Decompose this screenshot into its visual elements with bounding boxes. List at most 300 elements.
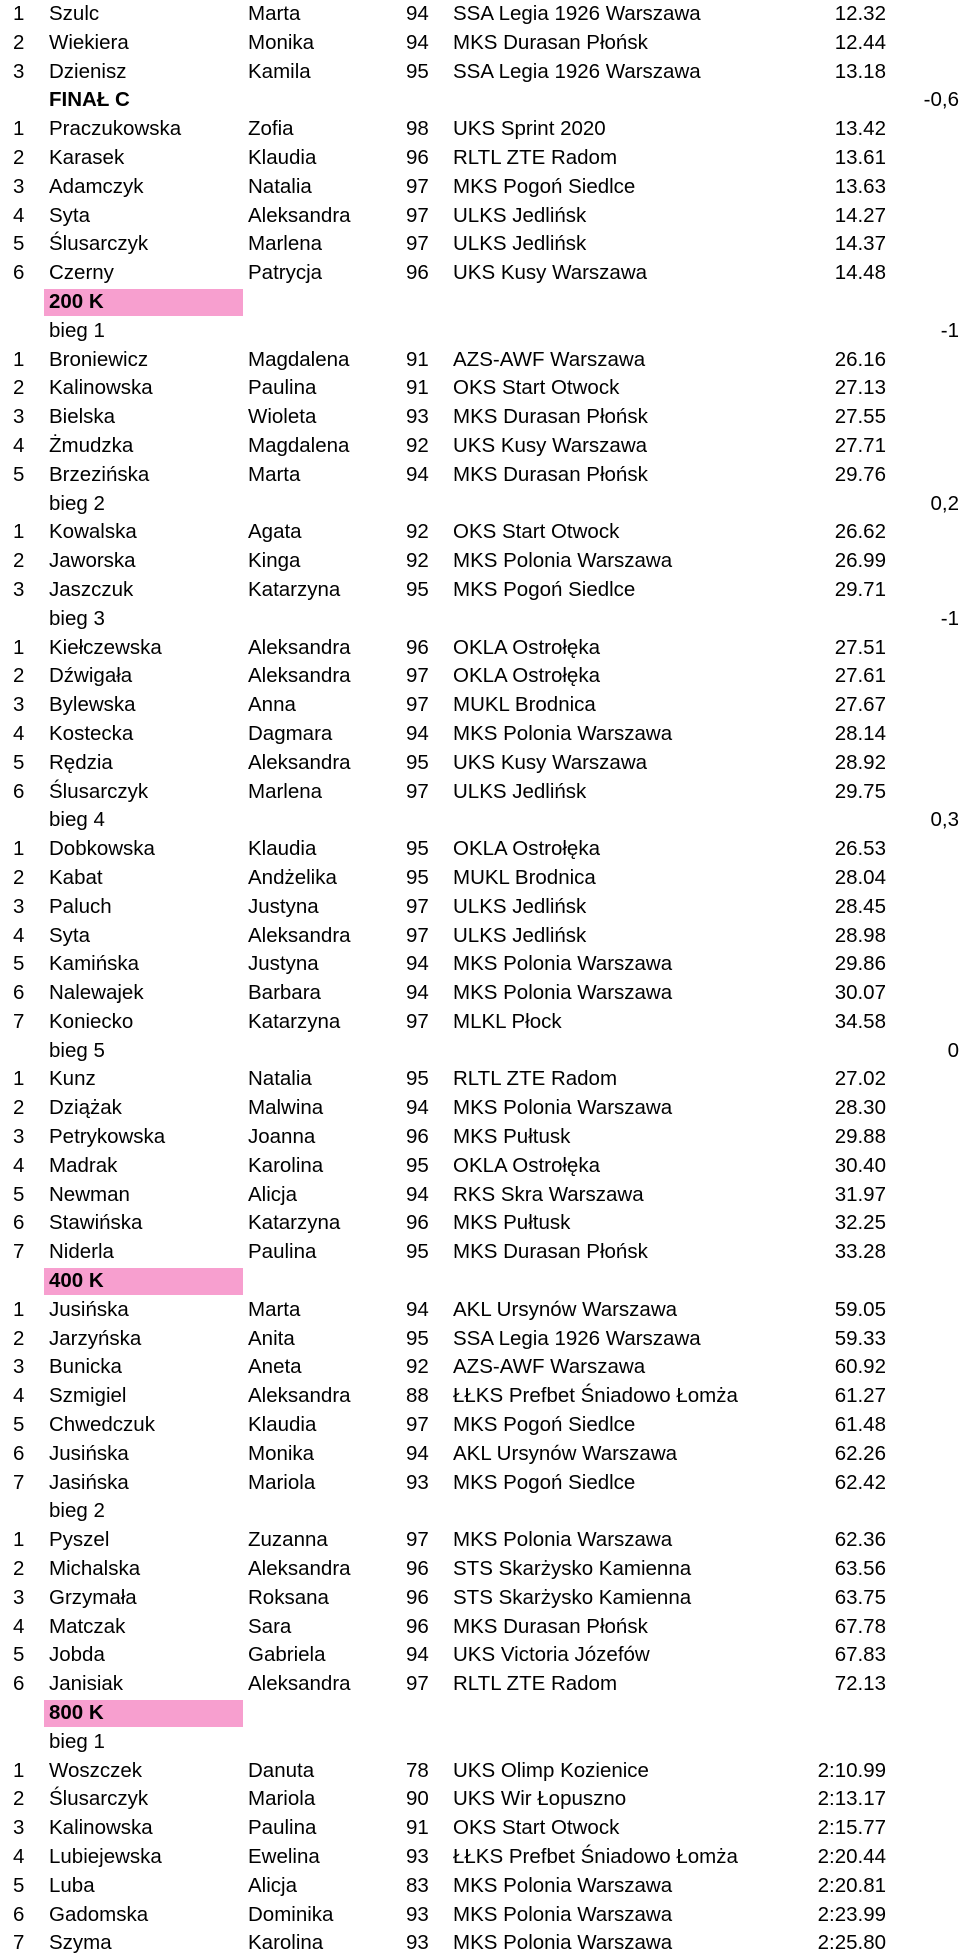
last-name-cell: Praczukowska bbox=[49, 117, 182, 141]
final-title: FINAŁ C bbox=[49, 88, 130, 112]
club-cell: OKLA Ostrołęka bbox=[453, 635, 600, 659]
club-cell: UKS Sprint 2020 bbox=[453, 117, 606, 141]
birth-year-cell: 97 bbox=[406, 693, 429, 717]
event-header-row bbox=[0, 1267, 960, 1296]
time-cell: 2:13.17 bbox=[817, 1787, 886, 1811]
last-name-cell: Szmigiel bbox=[49, 1384, 127, 1408]
place-cell: 5 bbox=[13, 1873, 25, 1897]
birth-year-cell: 95 bbox=[406, 1067, 429, 1091]
birth-year-cell: 98 bbox=[406, 117, 429, 141]
club-cell: UKS Victoria Józefów bbox=[453, 1643, 650, 1667]
birth-year-cell: 97 bbox=[406, 1413, 429, 1437]
time-cell: 27.51 bbox=[834, 635, 886, 659]
place-cell: 5 bbox=[13, 1182, 25, 1206]
first-name-cell: Dagmara bbox=[248, 721, 333, 745]
place-cell: 2 bbox=[13, 376, 25, 400]
result-row bbox=[0, 893, 960, 922]
birth-year-cell: 95 bbox=[406, 1240, 429, 1264]
wind-cell: -1 bbox=[940, 606, 959, 630]
last-name-cell: Kalinowska bbox=[49, 376, 153, 400]
first-name-cell: Justyna bbox=[248, 894, 319, 918]
last-name-cell: Lubiejewska bbox=[49, 1845, 162, 1868]
club-cell: MKS Polonia Warszawa bbox=[453, 981, 673, 1005]
result-row bbox=[0, 1181, 960, 1210]
club-cell: AKL Ursynów Warszawa bbox=[453, 1297, 678, 1321]
time-cell: 2:23.99 bbox=[817, 1902, 886, 1926]
club-cell: RLTL ZTE Radom bbox=[453, 1672, 618, 1696]
last-name-cell: Adamczyk bbox=[49, 174, 144, 198]
result-row bbox=[0, 1209, 960, 1238]
place-cell: 2 bbox=[13, 1326, 25, 1350]
first-name-cell: Monika bbox=[248, 30, 315, 54]
place-cell: 2 bbox=[13, 1787, 25, 1811]
result-row bbox=[0, 259, 960, 288]
club-cell: ULKS Jedlińsk bbox=[453, 232, 587, 256]
birth-year-cell: 95 bbox=[406, 1326, 429, 1350]
time-cell: 28.14 bbox=[834, 721, 886, 745]
place-cell: 1 bbox=[13, 1528, 25, 1552]
birth-year-cell: 97 bbox=[406, 779, 429, 803]
place-cell: 5 bbox=[13, 1643, 25, 1667]
last-name-cell: Syta bbox=[49, 203, 91, 227]
club-cell: RKS Skra Warszawa bbox=[453, 1182, 644, 1206]
club-cell: RLTL ZTE Radom bbox=[453, 1067, 618, 1091]
time-cell: 13.42 bbox=[834, 117, 886, 141]
place-cell: 3 bbox=[13, 1125, 25, 1149]
result-row bbox=[0, 950, 960, 979]
result-row bbox=[0, 1152, 960, 1181]
club-cell: MKS Pogoń Siedlce bbox=[453, 577, 636, 601]
place-cell: 3 bbox=[13, 405, 25, 429]
wind-cell: 0,3 bbox=[930, 808, 959, 832]
place-cell: 6 bbox=[13, 1211, 25, 1235]
last-name-cell: Kunz bbox=[49, 1067, 96, 1091]
birth-year-cell: 97 bbox=[406, 1009, 429, 1033]
place-cell: 2 bbox=[13, 664, 25, 688]
place-cell: 4 bbox=[13, 1614, 25, 1638]
club-cell: SSA Legia 1926 Warszawa bbox=[453, 2, 701, 25]
result-row bbox=[0, 1440, 960, 1469]
place-cell: 6 bbox=[13, 1441, 25, 1465]
result-row bbox=[0, 518, 960, 547]
place-cell: 1 bbox=[13, 117, 25, 141]
first-name-cell: Zofia bbox=[248, 117, 294, 141]
time-cell: 32.25 bbox=[834, 1211, 886, 1235]
place-cell: 7 bbox=[13, 1009, 25, 1033]
birth-year-cell: 94 bbox=[406, 462, 429, 486]
last-name-cell: Grzymała bbox=[49, 1585, 137, 1609]
birth-year-cell: 92 bbox=[406, 520, 429, 544]
result-row bbox=[0, 1382, 960, 1411]
last-name-cell: Ślusarczyk bbox=[49, 1787, 149, 1811]
birth-year-cell: 96 bbox=[406, 261, 429, 285]
club-cell: MKS Polonia Warszawa bbox=[453, 721, 673, 745]
heat-title: bieg 1 bbox=[49, 1729, 105, 1753]
last-name-cell: Koniecko bbox=[49, 1009, 134, 1033]
birth-year-cell: 95 bbox=[406, 837, 429, 861]
result-row bbox=[0, 1325, 960, 1354]
first-name-cell: Alicja bbox=[248, 1873, 297, 1897]
result-row bbox=[0, 634, 960, 663]
club-cell: MKS Polonia Warszawa bbox=[453, 1873, 673, 1897]
place-cell: 4 bbox=[13, 721, 25, 745]
heat-header-row bbox=[0, 317, 960, 346]
club-cell: MKS Polonia Warszawa bbox=[453, 1931, 673, 1955]
time-cell: 28.04 bbox=[834, 865, 886, 889]
event-header-row bbox=[0, 288, 960, 317]
last-name-cell: Ślusarczyk bbox=[49, 232, 149, 256]
birth-year-cell: 90 bbox=[406, 1787, 429, 1811]
club-cell: OKS Start Otwock bbox=[453, 376, 620, 400]
first-name-cell: Mariola bbox=[248, 1470, 316, 1494]
place-cell: 2 bbox=[13, 549, 25, 573]
time-cell: 12.32 bbox=[834, 2, 886, 25]
first-name-cell: Aleksandra bbox=[248, 1384, 351, 1408]
time-cell: 14.37 bbox=[834, 232, 886, 256]
birth-year-cell: 96 bbox=[406, 1614, 429, 1638]
time-cell: 13.63 bbox=[834, 174, 886, 198]
time-cell: 13.18 bbox=[834, 59, 886, 83]
last-name-cell: Chwedczuk bbox=[49, 1413, 155, 1437]
time-cell: 14.27 bbox=[834, 203, 886, 227]
last-name-cell: Jarzyńska bbox=[49, 1326, 142, 1350]
club-cell: MKS Pogoń Siedlce bbox=[453, 1470, 636, 1494]
first-name-cell: Justyna bbox=[248, 952, 319, 976]
first-name-cell: Danuta bbox=[248, 1758, 315, 1782]
first-name-cell: Magdalena bbox=[248, 433, 350, 457]
time-cell: 63.56 bbox=[834, 1557, 886, 1581]
place-cell: 4 bbox=[13, 203, 25, 227]
place-cell: 1 bbox=[13, 837, 25, 861]
last-name-cell: Bielska bbox=[49, 405, 116, 429]
place-cell: 2 bbox=[13, 30, 25, 54]
club-cell: MLKL Płock bbox=[453, 1009, 562, 1033]
place-cell: 3 bbox=[13, 1585, 25, 1609]
first-name-cell: Anita bbox=[248, 1326, 295, 1350]
club-cell: MKS Polonia Warszawa bbox=[453, 549, 673, 573]
place-cell: 5 bbox=[13, 750, 25, 774]
first-name-cell: Malwina bbox=[248, 1096, 324, 1120]
time-cell: 29.86 bbox=[834, 952, 886, 976]
last-name-cell: Szyma bbox=[49, 1931, 112, 1955]
first-name-cell: Kamila bbox=[248, 59, 311, 83]
place-cell: 3 bbox=[13, 59, 25, 83]
last-name-cell: Kiełczewska bbox=[49, 635, 162, 659]
last-name-cell: Jusińska bbox=[49, 1297, 129, 1321]
last-name-cell: Syta bbox=[49, 923, 91, 947]
birth-year-cell: 94 bbox=[406, 1441, 429, 1465]
result-row bbox=[0, 1670, 960, 1699]
result-row bbox=[0, 1008, 960, 1037]
last-name-cell: Ślusarczyk bbox=[49, 779, 149, 803]
place-cell: 2 bbox=[13, 1096, 25, 1120]
club-cell: OKLA Ostrołęka bbox=[453, 1153, 600, 1177]
birth-year-cell: 96 bbox=[406, 635, 429, 659]
birth-year-cell: 96 bbox=[406, 1211, 429, 1235]
club-cell: RLTL ZTE Radom bbox=[453, 145, 618, 169]
club-cell: MKS Polonia Warszawa bbox=[453, 1528, 673, 1552]
wind-cell: 0,2 bbox=[930, 491, 959, 515]
last-name-cell: Rędzia bbox=[49, 750, 113, 774]
last-name-cell: Kalinowska bbox=[49, 1816, 153, 1840]
place-cell: 7 bbox=[13, 1470, 25, 1494]
place-cell: 4 bbox=[13, 1384, 25, 1408]
first-name-cell: Aleksandra bbox=[248, 203, 351, 227]
result-row bbox=[0, 1469, 960, 1498]
time-cell: 27.55 bbox=[834, 405, 886, 429]
first-name-cell: Agata bbox=[248, 520, 302, 544]
time-cell: 2:15.77 bbox=[817, 1816, 886, 1840]
result-row bbox=[0, 720, 960, 749]
club-cell: MUKL Brodnica bbox=[453, 865, 596, 889]
birth-year-cell: 88 bbox=[406, 1384, 429, 1408]
time-cell: 72.13 bbox=[834, 1672, 886, 1696]
first-name-cell: Barbara bbox=[248, 981, 321, 1005]
last-name-cell: Dźwigała bbox=[49, 664, 133, 688]
result-row bbox=[0, 1814, 960, 1843]
first-name-cell: Paulina bbox=[248, 376, 317, 400]
birth-year-cell: 95 bbox=[406, 865, 429, 889]
place-cell: 3 bbox=[13, 894, 25, 918]
last-name-cell: Madrak bbox=[49, 1153, 118, 1177]
result-row bbox=[0, 173, 960, 202]
result-row bbox=[0, 864, 960, 893]
result-row bbox=[0, 1641, 960, 1670]
time-cell: 2:25.80 bbox=[817, 1931, 886, 1955]
heat-header-row bbox=[0, 1728, 960, 1757]
place-cell: 6 bbox=[13, 261, 25, 285]
heat-title: bieg 3 bbox=[49, 606, 105, 630]
birth-year-cell: 94 bbox=[406, 1182, 429, 1206]
place-cell: 3 bbox=[13, 693, 25, 717]
first-name-cell: Paulina bbox=[248, 1816, 317, 1840]
last-name-cell: Petrykowska bbox=[49, 1125, 166, 1149]
result-row bbox=[0, 29, 960, 58]
last-name-cell: Gadomska bbox=[49, 1902, 149, 1926]
first-name-cell: Katarzyna bbox=[248, 577, 341, 601]
result-row bbox=[0, 691, 960, 720]
time-cell: 67.78 bbox=[834, 1614, 886, 1638]
last-name-cell: Dzienisz bbox=[49, 59, 127, 83]
last-name-cell: Kabat bbox=[49, 865, 103, 889]
event-header-row bbox=[0, 1699, 960, 1728]
last-name-cell: Kostecka bbox=[49, 721, 134, 745]
result-row bbox=[0, 1065, 960, 1094]
first-name-cell: Kinga bbox=[248, 549, 301, 573]
result-row bbox=[0, 576, 960, 605]
club-cell: ŁŁKS Prefbet Śniadowo Łomża bbox=[453, 1845, 738, 1868]
club-cell: OKS Start Otwock bbox=[453, 520, 620, 544]
birth-year-cell: 95 bbox=[406, 59, 429, 83]
result-row bbox=[0, 1584, 960, 1613]
birth-year-cell: 94 bbox=[406, 981, 429, 1005]
final-header-row bbox=[0, 86, 960, 115]
last-name-cell: Nalewajek bbox=[49, 981, 144, 1005]
last-name-cell: Niderla bbox=[49, 1240, 114, 1264]
first-name-cell: Marta bbox=[248, 462, 301, 486]
place-cell: 1 bbox=[13, 1758, 25, 1782]
result-row bbox=[0, 1901, 960, 1930]
result-row bbox=[0, 1843, 960, 1872]
birth-year-cell: 96 bbox=[406, 1585, 429, 1609]
place-cell: 1 bbox=[13, 347, 25, 371]
place-cell: 7 bbox=[13, 1240, 25, 1264]
result-row bbox=[0, 115, 960, 144]
club-cell: ULKS Jedlińsk bbox=[453, 779, 587, 803]
club-cell: MKS Durasan Płońsk bbox=[453, 462, 648, 486]
club-cell: OKS Start Otwock bbox=[453, 1816, 620, 1840]
heat-title: bieg 1 bbox=[49, 318, 105, 342]
time-cell: 34.58 bbox=[834, 1009, 886, 1033]
time-cell: 27.71 bbox=[834, 433, 886, 457]
result-row bbox=[0, 1613, 960, 1642]
first-name-cell: Marlena bbox=[248, 779, 323, 803]
last-name-cell: Stawińska bbox=[49, 1211, 143, 1235]
time-cell: 62.36 bbox=[834, 1528, 886, 1552]
time-cell: 28.45 bbox=[834, 894, 886, 918]
first-name-cell: Natalia bbox=[248, 1067, 312, 1091]
club-cell: MKS Polonia Warszawa bbox=[453, 1096, 673, 1120]
club-cell: AZS-AWF Warszawa bbox=[453, 1355, 646, 1379]
birth-year-cell: 95 bbox=[406, 750, 429, 774]
first-name-cell: Joanna bbox=[248, 1125, 316, 1149]
birth-year-cell: 97 bbox=[406, 1528, 429, 1552]
time-cell: 13.61 bbox=[834, 145, 886, 169]
wind-cell: -1 bbox=[940, 318, 959, 342]
birth-year-cell: 94 bbox=[406, 30, 429, 54]
result-row bbox=[0, 749, 960, 778]
place-cell: 6 bbox=[13, 981, 25, 1005]
first-name-cell: Magdalena bbox=[248, 347, 350, 371]
first-name-cell: Katarzyna bbox=[248, 1009, 341, 1033]
result-row bbox=[0, 58, 960, 87]
place-cell: 1 bbox=[13, 635, 25, 659]
time-cell: 26.16 bbox=[834, 347, 886, 371]
result-row bbox=[0, 144, 960, 173]
time-cell: 28.30 bbox=[834, 1096, 886, 1120]
result-row bbox=[0, 1411, 960, 1440]
club-cell: UKS Kusy Warszawa bbox=[453, 261, 648, 285]
result-row bbox=[0, 374, 960, 403]
birth-year-cell: 97 bbox=[406, 232, 429, 256]
place-cell: 1 bbox=[13, 1067, 25, 1091]
result-row bbox=[0, 432, 960, 461]
place-cell: 5 bbox=[13, 232, 25, 256]
time-cell: 29.75 bbox=[834, 779, 886, 803]
time-cell: 28.92 bbox=[834, 750, 886, 774]
time-cell: 33.28 bbox=[834, 1240, 886, 1264]
club-cell: MKS Durasan Płońsk bbox=[453, 30, 648, 54]
club-cell: MKS Pułtusk bbox=[453, 1211, 571, 1235]
club-cell: SSA Legia 1926 Warszawa bbox=[453, 1326, 701, 1350]
result-row bbox=[0, 1785, 960, 1814]
last-name-cell: Wiekiera bbox=[49, 30, 129, 54]
first-name-cell: Katarzyna bbox=[248, 1211, 341, 1235]
birth-year-cell: 92 bbox=[406, 433, 429, 457]
club-cell: ULKS Jedlińsk bbox=[453, 894, 587, 918]
time-cell: 26.62 bbox=[834, 520, 886, 544]
birth-year-cell: 78 bbox=[406, 1758, 429, 1782]
place-cell: 4 bbox=[13, 1153, 25, 1177]
time-cell: 62.42 bbox=[834, 1470, 886, 1494]
time-cell: 29.71 bbox=[834, 577, 886, 601]
last-name-cell: Pyszel bbox=[49, 1528, 110, 1552]
first-name-cell: Monika bbox=[248, 1441, 315, 1465]
result-row bbox=[0, 1238, 960, 1267]
birth-year-cell: 91 bbox=[406, 376, 429, 400]
time-cell: 30.07 bbox=[834, 981, 886, 1005]
birth-year-cell: 97 bbox=[406, 1672, 429, 1696]
result-row bbox=[0, 461, 960, 490]
last-name-cell: Jaworska bbox=[49, 549, 136, 573]
time-cell: 27.13 bbox=[834, 376, 886, 400]
last-name-cell: Karasek bbox=[49, 145, 125, 169]
first-name-cell: Natalia bbox=[248, 174, 312, 198]
result-row bbox=[0, 979, 960, 1008]
birth-year-cell: 93 bbox=[406, 1845, 429, 1868]
birth-year-cell: 94 bbox=[406, 2, 429, 25]
result-row bbox=[0, 1094, 960, 1123]
last-name-cell: Czerny bbox=[49, 261, 114, 285]
last-name-cell: Broniewicz bbox=[49, 347, 149, 371]
first-name-cell: Anna bbox=[248, 693, 296, 717]
last-name-cell: Kamińska bbox=[49, 952, 140, 976]
last-name-cell: Bylewska bbox=[49, 693, 136, 717]
club-cell: MKS Polonia Warszawa bbox=[453, 1902, 673, 1926]
heat-header-row bbox=[0, 1037, 960, 1066]
birth-year-cell: 94 bbox=[406, 952, 429, 976]
place-cell: 4 bbox=[13, 923, 25, 947]
club-cell: MKS Durasan Płońsk bbox=[453, 1240, 648, 1264]
first-name-cell: Klaudia bbox=[248, 145, 317, 169]
result-row bbox=[0, 1353, 960, 1382]
place-cell: 4 bbox=[13, 433, 25, 457]
result-row bbox=[0, 922, 960, 951]
time-cell: 2:10.99 bbox=[817, 1758, 886, 1782]
last-name-cell: Matczak bbox=[49, 1614, 126, 1638]
birth-year-cell: 97 bbox=[406, 174, 429, 198]
wind-cell: -0,6 bbox=[923, 88, 959, 112]
last-name-cell: Jaszczuk bbox=[49, 577, 134, 601]
result-row bbox=[0, 202, 960, 231]
heat-title: bieg 4 bbox=[49, 808, 105, 832]
birth-year-cell: 93 bbox=[406, 1931, 429, 1955]
first-name-cell: Aleksandra bbox=[248, 1557, 351, 1581]
time-cell: 12.44 bbox=[834, 30, 886, 54]
time-cell: 14.48 bbox=[834, 261, 886, 285]
place-cell: 5 bbox=[13, 1413, 25, 1437]
heat-title: bieg 2 bbox=[49, 491, 105, 515]
first-name-cell: Marlena bbox=[248, 232, 323, 256]
club-cell: UKS Kusy Warszawa bbox=[453, 433, 648, 457]
place-cell: 2 bbox=[13, 145, 25, 169]
first-name-cell: Zuzanna bbox=[248, 1528, 328, 1552]
result-row bbox=[0, 1123, 960, 1152]
result-row bbox=[0, 346, 960, 375]
first-name-cell: Patrycja bbox=[248, 261, 323, 285]
last-name-cell: Janisiak bbox=[49, 1672, 124, 1696]
birth-year-cell: 96 bbox=[406, 1557, 429, 1581]
time-cell: 27.02 bbox=[834, 1067, 886, 1091]
first-name-cell: Gabriela bbox=[248, 1643, 326, 1667]
event-title: 800 K bbox=[49, 1701, 104, 1725]
first-name-cell: Mariola bbox=[248, 1787, 316, 1811]
time-cell: 30.40 bbox=[834, 1153, 886, 1177]
last-name-cell: Jasińska bbox=[49, 1470, 129, 1494]
place-cell: 3 bbox=[13, 1355, 25, 1379]
club-cell: UKS Olimp Kozienice bbox=[453, 1758, 649, 1782]
club-cell: ULKS Jedlińsk bbox=[453, 203, 587, 227]
